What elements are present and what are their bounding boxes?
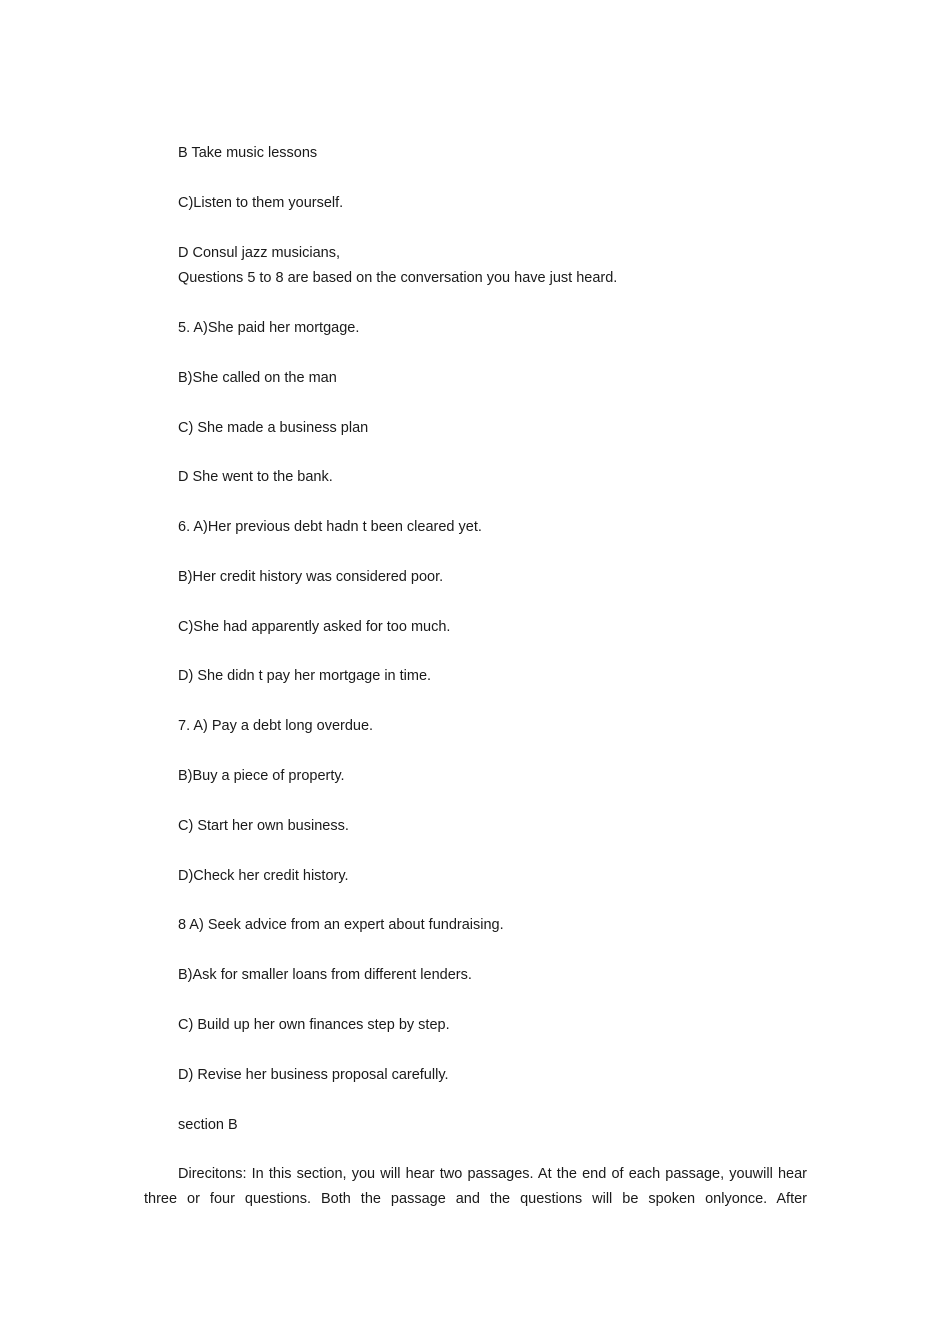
question-8-option-d: D) Revise her business proposal carefully. [178,1067,449,1083]
question-5-option-b: B)She called on the man [178,370,337,386]
question-5-option-a: 5. A)She paid her mortgage. [178,320,360,336]
question-7-option-c: C) Start her own business. [178,818,349,834]
question-8-option-b: B)Ask for smaller loans from different lenders. [178,967,472,983]
question-7-option-a: 7. A) Pay a debt long overdue. [178,718,374,734]
directions-paragraph: Direcitons: In this section, you will hear two passages. At the end of each passage, youwill hear three or four questions. Both the passage and the questions will be spoken onlyonce. After [144,1166,807,1207]
question-6-option-b: B)Her credit history was considered poor. [178,569,444,585]
option-4c: C)Listen to them yourself. [178,195,344,211]
option-4b: B Take music lessons [178,145,318,161]
question-6-option-d: D) She didn t pay her mortgage in time. [178,668,432,684]
questions-instruction: Questions 5 to 8 are based on the conversation you have just heard. [178,270,618,286]
question-7-option-d: D)Check her credit history. [178,868,349,884]
question-8-option-c: C) Build up her own finances step by step. [178,1017,450,1033]
question-8-option-a: 8 A) Seek advice from an expert about fundraising. [178,917,504,933]
question-5-option-d: D She went to the bank. [178,469,333,485]
option-4d: D Consul jazz musicians, [178,245,340,261]
question-6-option-a: 6. A)Her previous debt hadn t been cleared yet. [178,519,482,535]
question-5-option-c: C) She made a business plan [178,420,369,436]
section-heading: section B [178,1117,238,1133]
question-6-option-c: C)She had apparently asked for too much. [178,619,451,635]
question-7-option-b: B)Buy a piece of property. [178,768,345,784]
